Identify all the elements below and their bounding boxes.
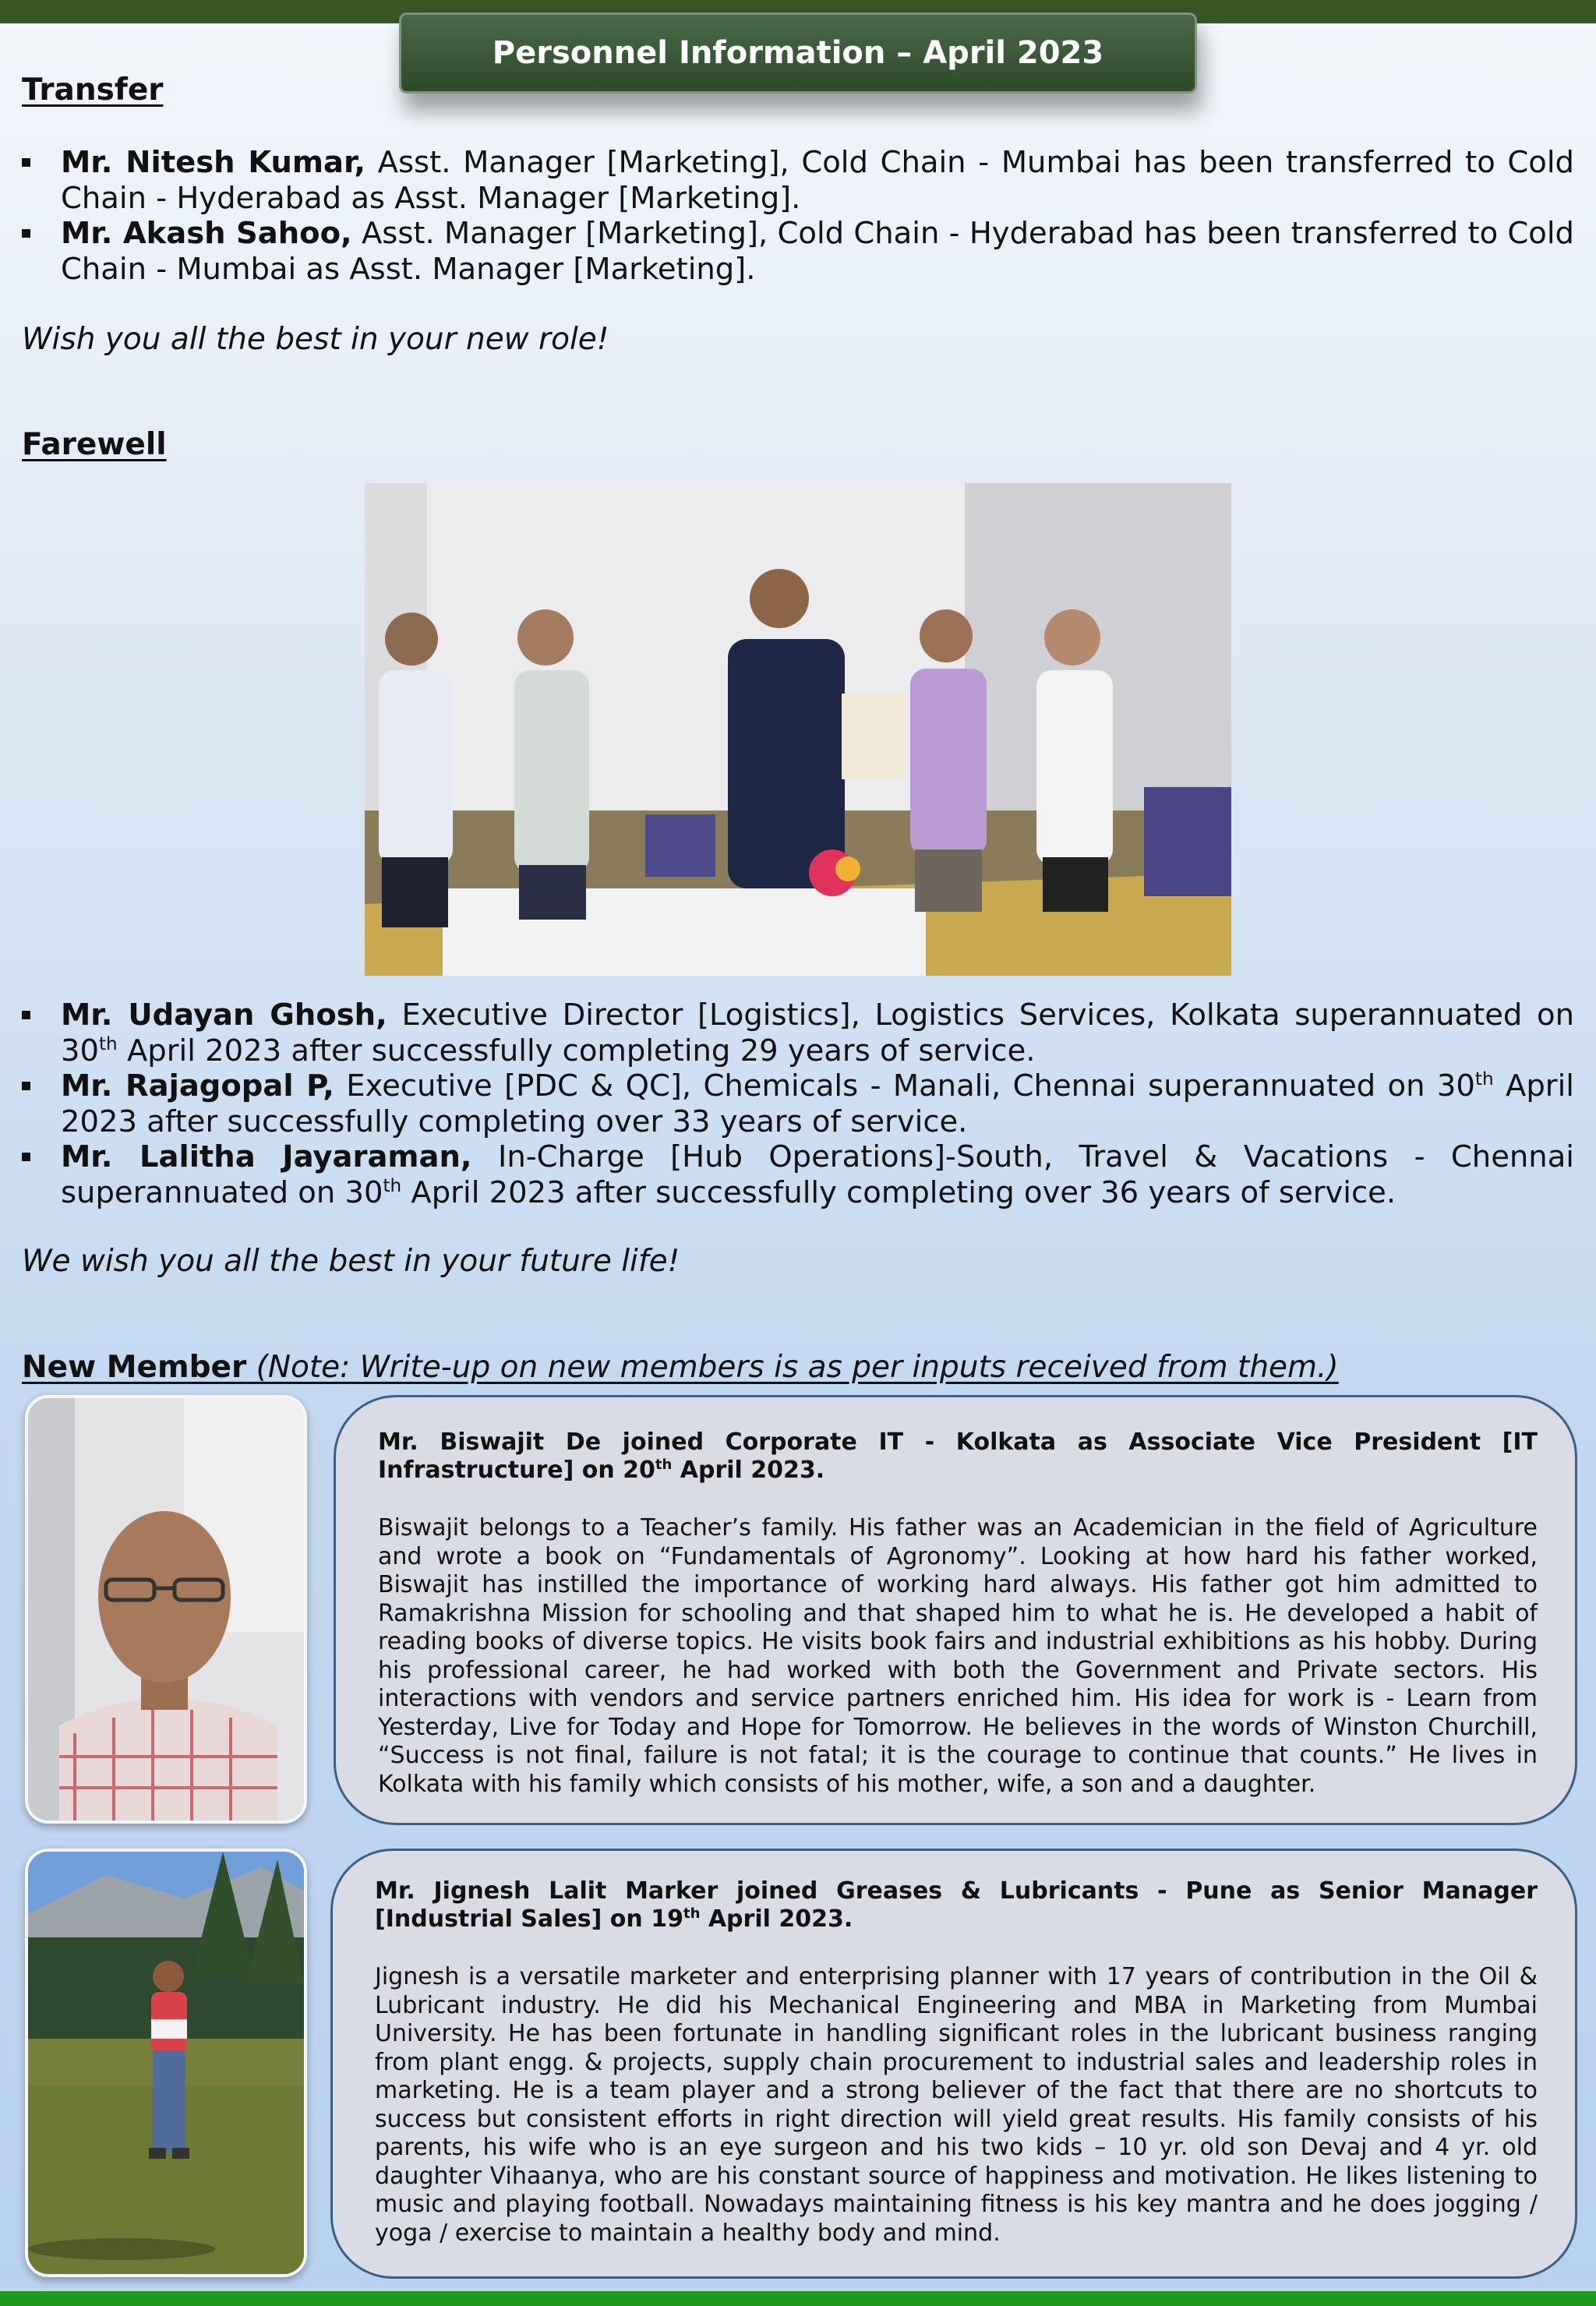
list-item	[22, 1068, 1574, 1139]
bullet-icon	[22, 229, 30, 238]
ordinal-suffix: th	[655, 1457, 673, 1473]
farewell-wish: We wish you all the best in your future life!	[22, 1244, 680, 1279]
member-headline	[378, 1428, 1538, 1485]
bullet-icon	[22, 1011, 30, 1019]
list-item-text: Executive Director [Logistics], Logistics Services, Kolkata superannuated on 30	[61, 998, 1574, 1068]
list-item-text: Executive [PDC & QC], Chemicals - Manali, Chennai superannuated on 30	[334, 1068, 1475, 1104]
person-name: Mr. Udayan Ghosh,	[61, 998, 387, 1033]
bullet-icon	[22, 158, 30, 167]
list-item-text: April 2023 after successfully completing over 33 years of service.	[61, 1068, 1574, 1139]
ordinal-suffix: th	[1474, 1069, 1494, 1090]
farewell-list	[22, 998, 1574, 1210]
ordinal-suffix: th	[383, 1175, 402, 1196]
member-card	[334, 1395, 1577, 1825]
page-title: Personnel Information – April 2023	[399, 12, 1197, 94]
new-member-title: New Member	[22, 1350, 247, 1385]
bullet-icon	[22, 1153, 30, 1161]
member-headline	[375, 1877, 1538, 1933]
list-item-text: Asst. Manager [Marketing], Cold Chain - Hyderabad has been transferred to Cold Chain - Mumbai as Asst. Manager [Marketing].	[61, 216, 1574, 287]
ordinal-suffix: th	[99, 1033, 118, 1054]
person-name: Mr. Akash Sahoo,	[61, 216, 352, 251]
member-headline-text: Mr. Jignesh Lalit Marker joined Greases & Lubricants - Pune as Senior Manager [Industrial Sales] on 19	[375, 1877, 1538, 1933]
list-item-text: April 2023 after successfully completing over 36 years of service.	[401, 1174, 1396, 1210]
member-headline-text: April 2023.	[672, 1457, 825, 1484]
member-photo	[25, 1849, 307, 2277]
bottom-bar	[0, 2291, 1596, 2306]
member-bio: Jignesh is a versatile marketer and enterprising planner with 17 years of contribution in the Oil & Lubricant industry. He did his Mechanical Engineering and MBA in Marketing from Mumbai University. He has been fortunate in handling significant roles in the lubricant business ranging from plant engg. & projects, supply chain procurement to industrial sales and leadership roles in marketing. He is a team player and a strong believer of the fact that there are no shortcuts to success but consistent efforts in right direction will yield great results. His family consists of his parents, his wife who is an eye surgeon and his two kids – 10 yr. old son Devaj and 4 yr. old daughter Vihaanya, who are his constant source of happiness and motivation. He likes listening to music and playing football. Nowadays maintaining fitness is his key mantra and he does jogging / yoga / exercise to maintain a healthy body and mind.	[375, 1963, 1538, 2247]
new-member-heading	[22, 1350, 1339, 1385]
member-bio: Biswajit belongs to a Teacher’s family. His father was an Academician in the field of Agriculture and wrote a book on “Fundamentals of Agronomy”. Looking at how hard his father worked, Biswajit has instilled the importance of working hard always. His father got him admitted to Ramakrishna Mission for schooling and that shaped him to what he is. He developed a habit of reading books of diverse topics. He visits book fairs and industrial exhibitions as his hobby. During his professional career, he had worked with both the Government and Private sectors. His interactions with vendors and service partners enriched him. His idea for work is - Learn from Yesterday, Live for Today and Hope for Tomorrow. He believes in the words of Winston Churchill, “Success is not final, failure is not fatal; it is the courage to continue that counts.” He lives in Kolkata with his family which consists of his mother, wife, a son and a daughter.	[378, 1514, 1538, 1798]
person-name: Mr. Lalitha Jayaraman,	[61, 1139, 472, 1174]
list-item-text: Asst. Manager [Marketing], Cold Chain - Mumbai has been transferred to Cold Chain - Hyderabad as Asst. Manager [Marketing].	[61, 145, 1574, 216]
farewell-heading: Farewell	[22, 427, 167, 462]
member-headline-text: April 2023.	[700, 1905, 853, 1933]
transfer-heading: Transfer	[22, 72, 164, 108]
farewell-photo	[365, 483, 1231, 976]
new-member-note: (Note: Write-up on new members is as per inputs received from them.)	[246, 1350, 1339, 1385]
person-name: Mr. Rajagopal P,	[61, 1068, 334, 1104]
member-photo	[25, 1395, 307, 1824]
list-item	[22, 1139, 1574, 1210]
list-item-text: April 2023 after successfully completing 29 years of service.	[117, 1033, 1036, 1068]
list-item	[22, 145, 1574, 216]
list-item-text: In-Charge [Hub Operations]-South, Travel & Vacations - Chennai superannuated on 30	[61, 1139, 1574, 1210]
transfer-list	[22, 145, 1574, 287]
list-item	[22, 216, 1574, 287]
ordinal-suffix: th	[683, 1905, 701, 1922]
member-headline-text: Mr. Biswajit De joined Corporate IT - Kolkata as Associate Vice President [IT Infrastructure] on 20	[378, 1428, 1538, 1484]
transfer-wish: Wish you all the best in your new role!	[22, 322, 609, 357]
member-card	[330, 1849, 1577, 2279]
list-item	[22, 998, 1574, 1068]
person-name: Mr. Nitesh Kumar,	[61, 145, 365, 180]
bullet-icon	[22, 1082, 30, 1090]
